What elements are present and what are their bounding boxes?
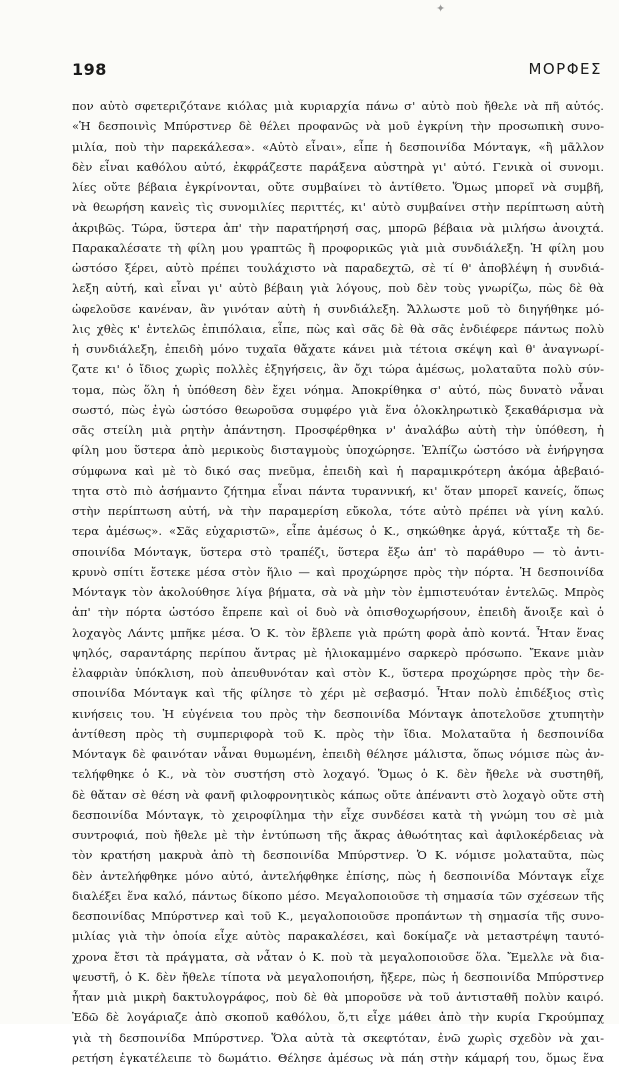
text-line: δεσποινίδα Μόνταγκ, τὸ χειροφίλημα τὴν εἶχε συνδέσει κατὰ τὴ γνώμη του σὲ μιὰ [72,807,604,822]
body-text [72,96,604,1065]
text-line: δὲν ἀντελήφθηκε μόνο αὐτό, ἀντελήφθηκε ἐπίσης, πὼς ἡ δεσποινίδα Μόνταγκ εἶχε [72,868,604,883]
text-line: ἀντίθεση πρὸς τὴ συμπεριφορὰ τοῦ Κ. πρὸς τὴν ἴδια. Μολαταῦτα ἡ δεσποινίδα [72,726,604,741]
text-line: τομα, πὼς ὅλη ἡ ὑπόθεση δὲν ἔχει νόημα. Ἀποκρίθηκα σ' αὐτό, πὼς δυνατὸ νἆναι [72,382,604,397]
text-line: πον αὐτὸ σφετεριζότανε κιόλας μιὰ κυριαρχία πάνω σ' αὐτὸ ποὺ ἤθελε νὰ πῆ αὐτός. [72,99,604,113]
text-line: ἦταν μιὰ μικρὴ δακτυλογράφος, ποὺ δὲ θὰ μποροῦσε νὰ τοῦ ἀντισταθῆ πολὺν καιρό. [72,990,604,1004]
text-line: σποινίδα Μόνταγκ καὶ τῆς φίλησε τὸ χέρι μὲ σεβασμό. Ἦταν πολὺ ἐπιδέξιος στὶς [72,686,604,701]
text-line: τὸν κρατήση μακρυὰ ἀπὸ τὴ δεσποινίδα Μπύρστνερ. Ὁ Κ. νόμισε μολαταῦτα, πὼς [72,848,604,863]
text-line: στὴν περίπτωση αὐτή, νὰ τὴν παραμερίση εὔκολα, τότε αὐτὸ πρέπει νὰ γίνη καλύ. [72,504,604,518]
text-line: λίες οὔτε βέβαια ἐγκρίνονται, οὔτε συμβαίνει τὸ ἀντίθετο. Ὅμως μπορεῖ νὰ συμβῆ, [72,180,604,194]
text-line: γιὰ τὴ δεσποινίδα Μπύρστνερ. Ὅλα αὐτὰ τὰ σκεφτόταν, ἐνῶ χωρὶς σχεδὸν νὰ χαι- [72,1030,604,1045]
text-line: δὲ θἄταν σὲ θέση νὰ φανῆ φιλοφρονητικὸς κάπως οὔτε ἀπέναντι στὸ λοχαγὸ οὔτε στὴ [72,787,604,802]
text-line: λοχαγὸς Λάντς μπῆκε μέσα. Ὁ Κ. τὸν ἔβλεπε γιὰ πρώτη φορὰ ἀπὸ κοντά. Ἦταν ἕνας [72,625,604,640]
text-line: ἀκριβῶς. Τώρα, ὕστερα ἀπ' τὴν παρατήρησή σας, μπορῶ βέβαια νὰ μιλήσω ἀνοιχτά. [72,220,604,235]
text-line: σᾶς στείλη μιὰ ρητὴν ἀπάντηση. Προσφέρθηκα ν' ἀναλάβω αὐτὴ τὴν ὑπόθεση, ἡ [72,423,604,437]
text-line: ὡστόσο ξέρει, αὐτὸ πρέπει τουλάχιστο νὰ παραδεχτῶ, σὲ τί θ' ἀποβλέψη ἡ συνδιά- [72,261,604,275]
text-line: τελήφθηκε ὁ Κ., νὰ τὸν συστήση στὸ λοχαγό. Ὅμως ὁ Κ. δὲν ἤθελε νὰ συστηθῆ, [72,767,604,782]
text-line: «Ἡ δεσποινὶς Μπύρστνερ δὲ θέλει προφανῶς νὰ μοῦ ἐγκρίνη τὴν προσωπικὴ συνο- [72,119,604,134]
text-line: ἀπ' τὴν πόρτα ὡστόσο ἔπρεπε καὶ οἱ δυὸ νὰ ὀπισθοχωρήσουν, ἐπειδὴ ἄνοιξε καὶ ὁ [72,605,604,620]
text-line: δὲν εἶναι καθόλου αὐτό, ἐκφράζεστε παράξενα αὐστηρὰ γι' αὐτό. Γενικὰ οἱ συνομι. [72,159,604,174]
text-line: μιλία, ποὺ τὴν παρεκάλεσα». «Αὐτὸ εἶναι», εἶπε ἡ δεσποινίδα Μόνταγκ, «ἢ μᾶλλον [72,139,604,154]
text-line: φίλη μου ὕστερα ἀπὸ μερικοὺς δισταγμοὺς ὑποχώρησε. Ἐλπίζω ὡστόσο νὰ ἐνήργησα [72,443,604,458]
text-line: λεξη αὐτή, καὶ εἶναι γι' αὐτὸ βέβαιη γιὰ λόγους, ποὺ δὲν τοὺς γνωρίζω, πὼς δὲ θὰ [72,281,604,296]
text-line: Μόνταγκ τὸν ἀκολούθησε λίγα βήματα, σὰ νὰ μὴν τὸν ἐμπιστευόταν ἐντελῶς. Μπρὸς [72,585,604,599]
text-line: σποινίδα Μόνταγκ, ὕστερα στὸ τραπέζι, ὕστερα ἔξω ἀπ' τὸ παράθυρο — τὸ ἀντι- [72,544,604,559]
text-line: τερα ἀμέσως». «Σᾶς εὐχαριστῶ», εἶπε ἀμέσως ὁ Κ., σηκώθηκε ἀργά, κύτταξε τὴ δε- [72,524,604,539]
text-line: ἐλαφριὰν ὑπόκλιση, ποὺ ἀπευθυνόταν καὶ στὸν Κ., ὕστερα προχώρησε πρὸς τὴν δε- [72,666,604,680]
text-line: διαλέξει ἕνα καλό, πάντως δίκοπο μέσο. Μεγαλοποιοῦσε τὴ σημασία τῶν σχέσεων τῆς [72,888,604,903]
text-line: μιλίας γιὰ τὴν ὁποία εἶχε αὐτὸς παρακαλέσει, καὶ δοκίμαζε νὰ μεταστρέψη ταυτό- [72,929,604,944]
text-line: ψευστῆ, ὁ Κ. δὲν ἤθελε τίποτα νὰ μεγαλοποιήση, ἤξερε, πὼς ἡ δεσποινίδα Μπύρστνερ [72,969,604,984]
text-line: ρετήση ἐγκατέλειπε τὸ δωμάτιο. Θέλησε ἀμέσως νὰ πάη στὴν κάμαρή του, ὅμως ἕνα [72,1050,604,1065]
text-line: τητα στὸ πιὸ ἀσήμαντο ζήτημα εἶναι πάντα τυραννική, κι' ὅταν μπορεῖ κανείς, ὅπως [72,483,604,498]
text-line: κρυνὸ σπίτι ἔστεκε μέσα στὸν ἥλιο — καὶ προχώρησε πρὸς τὴν πόρτα. Ἡ δεσποινίδα [72,564,604,579]
text-line: δεσποινίδας Μπύρστνερ καὶ τοῦ Κ., μεγαλοποιοῦσε προπάντων τὴ σημασία τῆς συνο- [72,909,604,923]
page-number: 198 [72,60,107,79]
text-line: νὰ θεωρήση κανεὶς τὶς συνομιλίες περιττές, κι' αὐτὸ συμβαίνει στὴν περίπτωση αὐτὴ [72,200,604,215]
ornament-mark: ✦ [436,2,446,15]
text-line: Ἐδῶ δὲ λογάριαζε ἀπὸ σκοποῦ καθόλου, ὅ,τι εἶχε μάθει ἀπὸ τὴν κυρία Γκρούμπαχ [72,1010,604,1025]
text-line: κινήσεις του. Ἡ εὐγένεια του πρὸς τὴν δεσποινίδα Μόνταγκ ἀποτελοῦσε χτυπητὴν [72,706,604,721]
text-line: ὠφελοῦσε κανέναν, ἂν γινόταν αὐτὴ ἡ συνδιάλεξη. Ἄλλωστε μοῦ τὸ διηγήθηκε μό- [72,301,604,316]
text-line: ἡ συνδιάλεξη, ἐπειδὴ μόνο τυχαῖα θἄχατε κάνει μιὰ τέτοια σκέψη καὶ θ' ἀναγνωρί- [72,342,604,356]
running-title: ΜΟΡΦΕΣ [528,60,602,78]
text-line: συντροφιά, ποὺ ἤθελε μὲ τὴν ἐντύπωση τῆς ἄκρας ἀθωότητας καὶ ἀφιλοκέρδειας νὰ [72,828,604,842]
text-line: λις χθὲς κ' ἐντελῶς ἐπιπόλαια, εἶπε, πὼς καὶ σᾶς δὲ θὰ σᾶς ἐνδιέφερε πάντως πολὺ [72,321,604,336]
page-header [72,60,602,80]
text-line: Μόνταγκ δὲ φαινόταν νἆναι θυμωμένη, ἐπειδὴ θέλησε μάλιστα, ὅπως νόμισε πὼς ἀν- [72,747,604,761]
text-line: Παρακαλέσατε τὴ φίλη μου γραπτῶς ἢ προφορικῶς γιὰ μιὰ συνδιάλεξη. Ἡ φίλη μου [72,240,604,255]
text-line: σύμφωνα καὶ μὲ τὸ δικό σας πνεῦμα, ἐπειδὴ καὶ ἡ παραμικρότερη ἀκόμα ἀβεβαιό- [72,463,604,478]
text-line: χρονα ἔτσι τὰ πράγματα, σὰ νἆταν ὁ Κ. ποὺ τὰ μεγαλοποιοῦσε ὅλα. Ἔμελλε νὰ δια- [72,949,604,964]
text-line: σωστό, πὼς ἐγὼ ὡστόσο θεωροῦσα συμφέρο γιὰ ἕνα ὁλοκληρωτικὸ ξεκαθάρισμα νὰ [72,402,604,417]
text-line: ψηλός, σαραντάρης περίπου ἄντρας μὲ ἡλιοκαμμένο σαρκερὸ πρόσωπο. Ἔκανε μιὰν [72,645,604,660]
text-line: ζατε κι' ὁ ἴδιος χωρὶς πολλὲς ἐξηγήσεις, ἂν ὄχι τώρα ἀμέσως, μολαταῦτα πολὺ σύν- [72,362,604,377]
